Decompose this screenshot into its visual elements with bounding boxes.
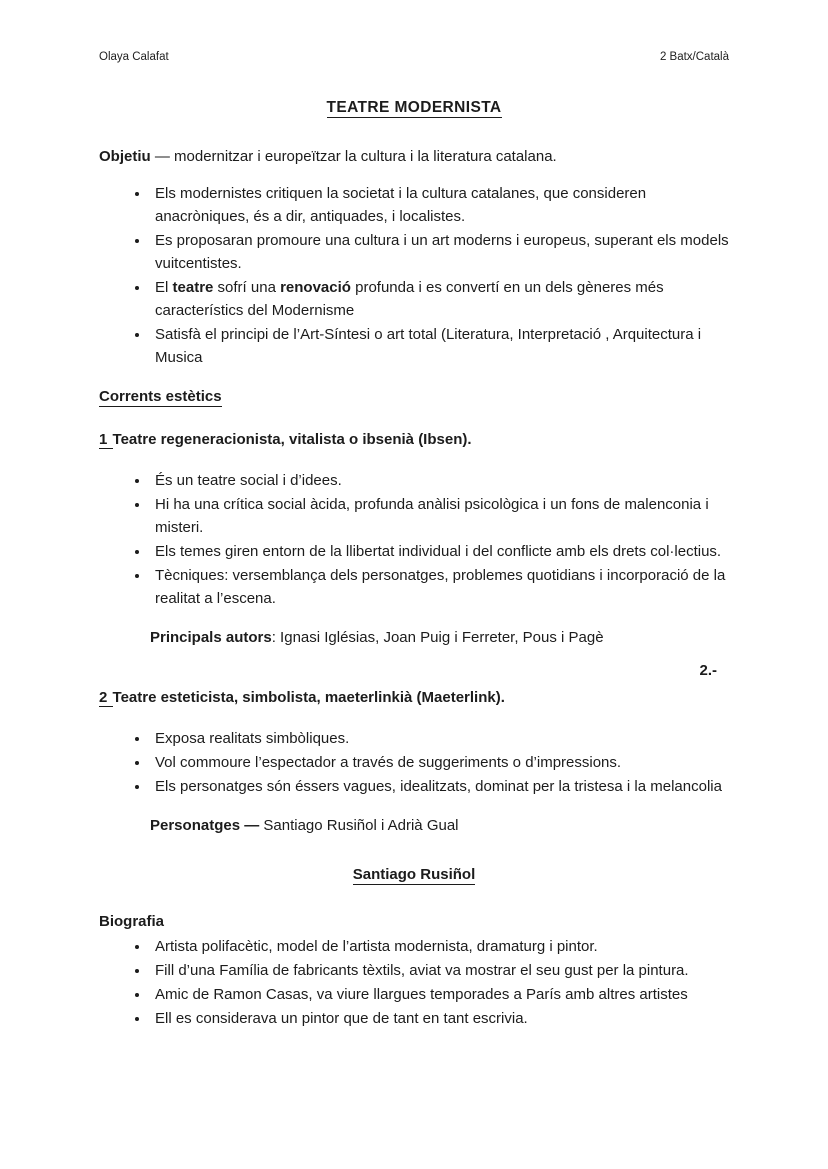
list-item: • Es proposaran promoure una cultura i un art moderns i europeus, superant els models vuitcentistes. <box>150 229 729 275</box>
personatges-text: Santiago Rusiñol i Adrià Gual <box>259 817 459 834</box>
current1-title: Teatre regeneracionista, vitalista o ibsenià (Ibsen). <box>112 431 472 448</box>
list-item: • Els modernistes critiquen la societat i la cultura catalanes, que consideren anacròniques, és a dir, antiquades, i localistes. <box>150 182 729 228</box>
header-author: Olaya Calafat <box>99 51 169 63</box>
biografia-heading: Biografia <box>99 913 165 930</box>
list-item: • Amic de Ramon Casas, va viure llargues temporades a París amb altres artistes <box>150 983 729 1006</box>
document-title <box>99 96 729 119</box>
current1-heading <box>99 428 729 451</box>
list-item: • Artista polifacètic, model de l’artista modernista, dramaturg i pintor. <box>150 935 729 958</box>
objective-text: modernitzar i europeïtzar la cultura i la literatura catalana. <box>174 148 557 165</box>
section-heading-corrents <box>99 385 729 408</box>
biografia-bullet-list <box>99 935 729 1030</box>
list-item: • Els temes giren entorn de la llibertat individual i del conflicte amb els drets col·lectius. <box>150 540 729 563</box>
rusinol-heading <box>99 863 729 886</box>
section-heading-corrents-text: Corrents estètics <box>99 388 222 405</box>
intro-bullet-list <box>99 182 729 369</box>
list-item: • Fill d’una Família de fabricants tèxtils, aviat va mostrar el seu gust per la pintura. <box>150 959 729 982</box>
list-item: • Els personatges són éssers vagues, idealitzats, dominat per la tristesa i la melancolia <box>150 775 729 798</box>
objective-label: Objetiu <box>99 148 151 165</box>
list-item: • Hi ha una crítica social àcida, profunda anàlisi psicològica i un fons de malenconia i misteri. <box>150 493 729 539</box>
page-number-marker: 2.- <box>699 662 717 679</box>
list-item: • És un teatre social i d’idees. <box>150 469 729 492</box>
personatges-label: Personatges — <box>150 817 260 834</box>
list-item: • Satisfà el principi de l’Art-Síntesi o art total (Literatura, Interpretació , Arquitectura i Musica <box>150 323 729 369</box>
objective-line <box>99 145 729 168</box>
objective-separator: — <box>150 148 175 165</box>
principal-authors-line <box>150 626 729 649</box>
header-course: 2 Batx/Català <box>659 51 729 63</box>
list-item: • Vol commoure l’espectador a través de suggeriments o d’impressions. <box>150 751 729 774</box>
current1-bullet-list <box>99 469 729 610</box>
rusinol-heading-text: Santiago Rusiñol <box>352 866 476 883</box>
document-title-text: TEATRE MODERNISTA <box>326 99 502 116</box>
current2-bullet-list <box>99 727 729 798</box>
page-header <box>99 50 729 64</box>
list-item: • Tècniques: versemblança dels personatges, problemes quotidians i incorporació de la realitat a l’escena. <box>150 564 729 610</box>
personatges-line <box>150 814 729 837</box>
list-item: • Exposa realitats simbòliques. <box>150 727 729 750</box>
bold-teatre: teatre <box>172 279 214 296</box>
current2-title: Teatre esteticista, simbolista, maeterlinkià (Maeterlink). <box>112 689 505 706</box>
list-item: • Ell es considerava un pintor que de tant en tant escrivia. <box>150 1007 729 1030</box>
list-item: • El teatre sofrí una renovació profunda i es convertí en un dels gèneres més característics del Modernisme <box>150 276 729 322</box>
bold-renovacio: renovació <box>280 279 351 296</box>
current1-number: 1 <box>99 431 112 448</box>
principal-authors-text: : Ignasi Iglésias, Joan Puig i Ferreter, Pous i Pagè <box>271 629 604 646</box>
principal-authors-label: Principals autors <box>150 629 272 646</box>
current2-heading <box>99 686 729 709</box>
current2-number: 2 <box>99 689 112 706</box>
